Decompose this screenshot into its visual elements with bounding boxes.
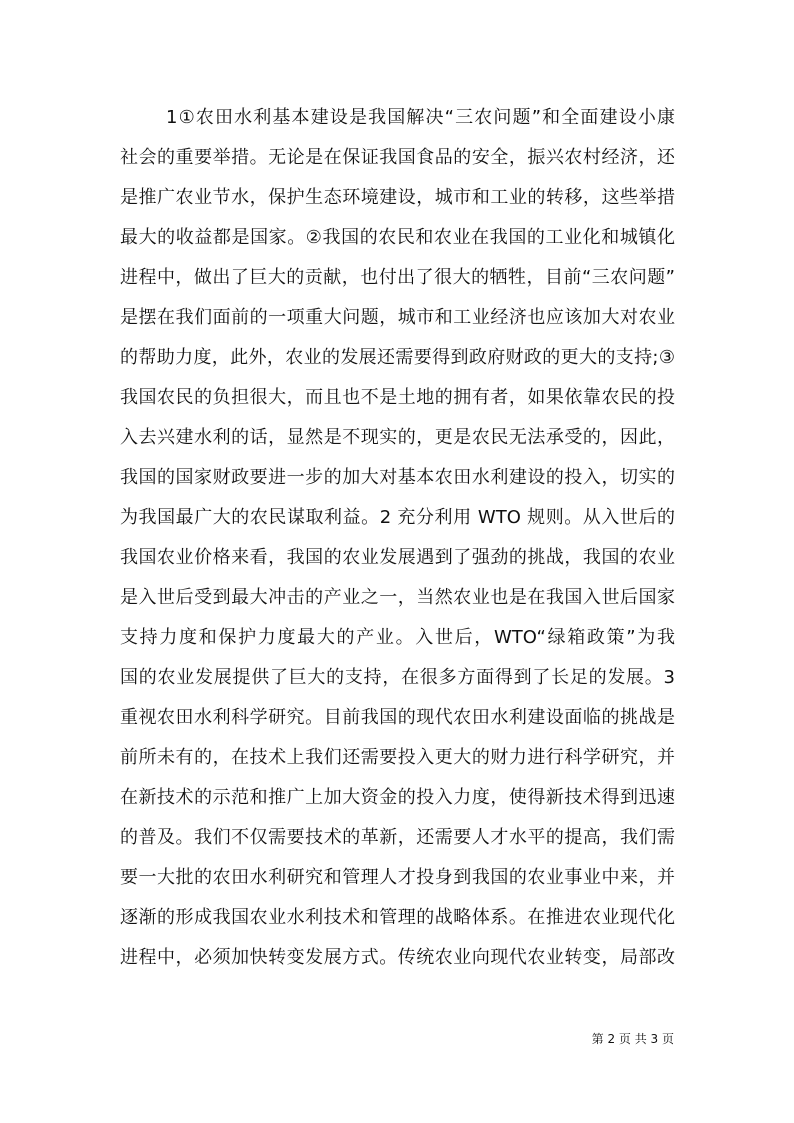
paragraph-line: 1①农田水利基本建设是我国解决“三农问题”和全面建设小康 [166,107,675,128]
paragraph-line: 是摆在我们面前的一项重大问题，城市和工业经济也应该加大对农业 [120,307,675,328]
paragraph-line: 国的农业发展提供了巨大的支持，在很多方面得到了长足的发展。3 [120,667,675,688]
paragraph-line: 为我国最广大的农民谋取利益。2 充分利用 WTO 规则。从入世后的 [120,507,675,528]
paragraph-line: 进程中，必须加快转变发展方式。传统农业向现代农业转变，局部改 [120,947,675,968]
paragraph-line: 要一大批的农田水利研究和管理人才投身到我国的农业事业中来，并 [120,867,675,888]
paragraph-line: 是推广农业节水，保护生态环境建设，城市和工业的转移，这些举措 [120,187,675,208]
paragraph-line: 我国农民的负担很大，而且也不是土地的拥有者，如果依靠农民的投 [120,387,675,408]
paragraph-line: 支持力度和保护力度最大的产业。入世后，WTO“绿箱政策”为我 [120,627,675,648]
paragraph-line: 前所未有的，在技术上我们还需要投入更大的财力进行科学研究，并 [120,747,675,768]
paragraph-line: 进程中，做出了巨大的贡献，也付出了很大的牺牲，目前“三农问题” [120,267,675,288]
page-number-footer: 第 2 页 共 3 页 [591,1032,674,1046]
paragraph-line: 的帮助力度，此外，农业的发展还需要得到政府财政的更大的支持;③ [120,347,675,368]
paragraph-line: 逐渐的形成我国农业水利技术和管理的战略体系。在推进农业现代化 [120,907,675,928]
paragraph-line: 社会的重要举措。无论是在保证我国食品的安全，振兴农村经济，还 [120,147,675,168]
paragraph-line: 重视农田水利科学研究。目前我国的现代农田水利建设面临的挑战是 [120,707,675,728]
paragraph-line: 的普及。我们不仅需要技术的革新，还需要人才水平的提高，我们需 [120,827,675,848]
paragraph-line: 是入世后受到最大冲击的产业之一，当然农业也是在我国入世后国家 [120,587,675,608]
paragraph-line: 我国农业价格来看，我国的农业发展遇到了强劲的挑战，我国的农业 [120,547,675,568]
paragraph-line: 在新技术的示范和推广上加大资金的投入力度，使得新技术得到迅速 [120,787,675,808]
paragraph-line: 入去兴建水利的话，显然是不现实的，更是农民无法承受的，因此， [120,427,675,448]
paragraph-line: 我国的国家财政要进一步的加大对基本农田水利建设的投入，切实的 [120,467,675,488]
paragraph-line: 最大的收益都是国家。②我国的农民和农业在我国的工业化和城镇化 [120,227,675,248]
